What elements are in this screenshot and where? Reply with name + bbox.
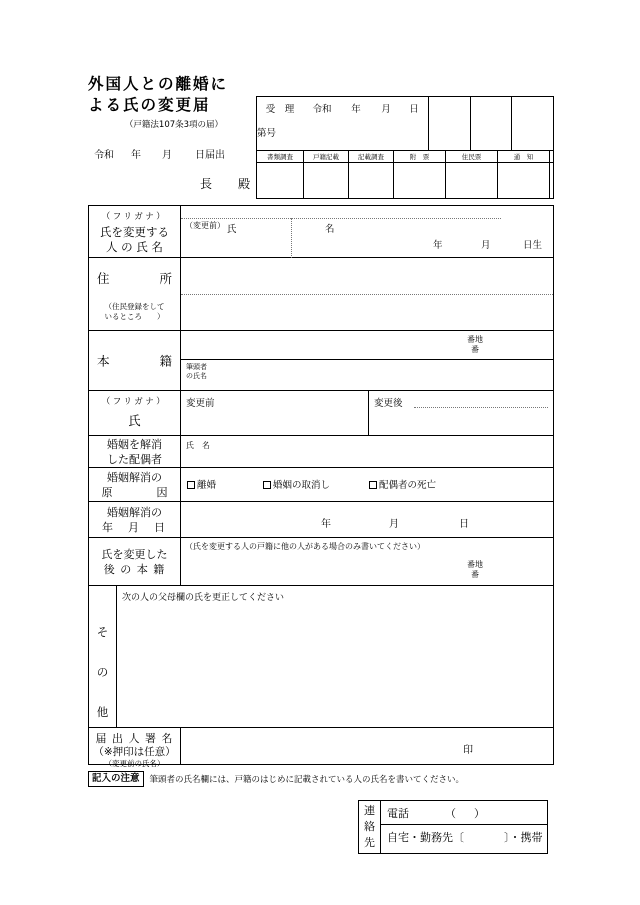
- submit-month-label: 月: [162, 150, 172, 161]
- receipt-accept-cell[interactable]: [257, 97, 429, 150]
- label-surname: [89, 391, 181, 435]
- name-before-label: （変更前）: [185, 221, 225, 230]
- surname-before-cell[interactable]: [181, 391, 369, 435]
- row-surname: [89, 391, 553, 436]
- contact-phone-paren-open: （: [445, 807, 456, 820]
- receipt-blank-cell-2[interactable]: [471, 97, 513, 150]
- receipt-accept-year: 年: [351, 104, 361, 115]
- birth-day-label: 日生: [523, 240, 543, 251]
- field-new-honseki[interactable]: [181, 538, 553, 585]
- label-signature-line3: （変更前の氏名）: [104, 759, 165, 768]
- form-subtitle: （戸籍法107条3項の届）: [124, 120, 224, 130]
- reason-option-annulment-label: 婚姻の取消し: [273, 480, 331, 491]
- surname-after-label: 変更後: [374, 398, 403, 409]
- row-new-honseki: [89, 538, 553, 586]
- label-spouse-line2: した配偶者: [107, 452, 162, 466]
- submit-era-label: 令和: [94, 150, 114, 161]
- contact-phone-label: 電話: [387, 807, 409, 820]
- submission-date-line: [94, 146, 225, 161]
- honseki-head-line2: の氏名: [186, 372, 207, 380]
- reason-option-divorce-label: 離婚: [197, 480, 217, 491]
- field-name[interactable]: [181, 206, 553, 257]
- field-address[interactable]: [181, 258, 553, 330]
- honseki-head-group: [186, 363, 207, 381]
- label-new-honseki-line2: 後 の 本 籍: [103, 562, 166, 576]
- label-address: [89, 258, 181, 330]
- label-other-char-2: の: [96, 665, 109, 679]
- receipt-number-row: [257, 125, 428, 139]
- name-furigana-divider: [181, 218, 501, 219]
- label-address-note-line1: （住民登録をして: [104, 302, 165, 311]
- label-reason-line1: 婚姻解消の: [107, 470, 162, 484]
- receipt-cell-juminhyo[interactable]: [446, 163, 498, 198]
- label-name: [89, 206, 181, 257]
- label-name-line2: 人 の 氏 名: [106, 240, 163, 254]
- other-note: 次の人の父母欄の氏を更正してください: [122, 593, 285, 603]
- receipt-accept-day: 日: [409, 104, 419, 115]
- reason-option-annulment[interactable]: [263, 477, 330, 491]
- label-surname-text: 氏: [128, 413, 141, 428]
- label-honseki-text: 本 籍: [96, 353, 172, 368]
- field-signature[interactable]: [181, 728, 553, 764]
- contact-label-char-1: 連: [364, 804, 375, 817]
- new-honseki-note: （氏を変更する人の戸籍に他の人がある場合のみ書いてください）: [185, 542, 425, 551]
- label-signature-line2: （※押印は任意）: [93, 746, 176, 758]
- form-header: [88, 74, 554, 198]
- label-spouse-line1: 婚姻を解消: [107, 437, 162, 451]
- label-reason-line2: 原 因: [101, 485, 168, 499]
- row-honseki: [89, 331, 553, 391]
- new-honseki-ban-label: 番: [471, 570, 479, 579]
- submit-day-label: 日届出: [195, 150, 225, 161]
- contact-label-char-3: 先: [364, 836, 375, 849]
- surname-after-underline: [414, 407, 548, 408]
- label-dissolution-line2: 年 月 日: [102, 520, 167, 534]
- name-sei-label: 氏: [227, 224, 237, 235]
- reason-option-death[interactable]: [369, 477, 436, 491]
- field-honseki[interactable]: [181, 331, 553, 390]
- name-sei-mei-divider: [291, 218, 292, 258]
- checkbox-death-icon[interactable]: [369, 481, 377, 489]
- dissolution-month-label: 月: [389, 519, 399, 530]
- receipt-top-section: [257, 97, 553, 150]
- field-other[interactable]: [117, 586, 553, 727]
- reason-option-divorce[interactable]: [187, 477, 216, 491]
- submit-year-label: 年: [131, 150, 141, 161]
- row-signature: [89, 728, 553, 768]
- row-address: [89, 258, 553, 331]
- label-signature: [89, 728, 181, 768]
- field-spouse[interactable]: [181, 436, 553, 467]
- reason-option-death-label: 配偶者の死亡: [379, 480, 437, 491]
- receipt-header-kisaichosa: 記載調査: [349, 151, 394, 162]
- field-reason[interactable]: [181, 468, 553, 501]
- receipt-cell-kosekikisai[interactable]: [304, 163, 349, 198]
- contact-phone-paren-close: ）: [474, 807, 485, 820]
- honseki-divider: [181, 359, 553, 360]
- receipt-cell-tsuchi[interactable]: [498, 163, 550, 198]
- receipt-header-tsuchi: 通 知: [498, 151, 550, 162]
- receipt-accept-row: [257, 101, 428, 115]
- field-surname[interactable]: [181, 391, 553, 435]
- label-honseki: [89, 331, 181, 390]
- signature-seal-label: 印: [463, 745, 473, 756]
- receipt-header-kosekikisai: 戸籍記載: [304, 151, 349, 162]
- receipt-cell-kisaichosa[interactable]: [349, 163, 394, 198]
- row-name: [89, 206, 553, 258]
- receipt-table: [256, 96, 554, 199]
- instruction-badge: 記入の注意: [88, 771, 144, 787]
- row-other: [89, 586, 553, 728]
- surname-after-cell[interactable]: [369, 391, 553, 435]
- label-new-honseki: [89, 538, 181, 585]
- dissolution-year-label: 年: [321, 519, 331, 530]
- receipt-header-fuhyo: 附 票: [394, 151, 446, 162]
- label-other: [89, 586, 117, 727]
- row-dissolution-date: [89, 502, 553, 538]
- label-other-chars: [89, 612, 116, 732]
- receipt-blank-cell-1[interactable]: [429, 97, 471, 150]
- receipt-accept-label: 受 理: [265, 104, 295, 115]
- label-signature-line1: 届 出 人 署 名: [95, 732, 174, 745]
- contact-label-char-2: 絡: [364, 820, 375, 833]
- contact-phone-row[interactable]: [381, 801, 547, 825]
- receipt-column-headers: [257, 150, 553, 163]
- checkbox-annulment-icon[interactable]: [263, 481, 271, 489]
- label-other-char-3: 他: [96, 705, 109, 719]
- honseki-banchi-group: [467, 335, 483, 355]
- title-block: [88, 74, 260, 131]
- receipt-blank-cells: [429, 97, 553, 150]
- field-dissolution-date[interactable]: [181, 502, 553, 537]
- form-title-line2: よる氏の変更届: [88, 96, 211, 114]
- mayor-addressee: 長 殿: [200, 177, 258, 191]
- form-title-line1: 外国人との離婚に: [88, 75, 229, 93]
- contact-label-vertical: [359, 801, 381, 853]
- contact-body: [381, 801, 547, 853]
- address-inner-divider: [181, 294, 553, 295]
- contact-place-label: 自宅・勤務先〔: [387, 831, 464, 844]
- surname-before-label: 変更前: [186, 398, 215, 409]
- honseki-ban-label: 番: [471, 345, 479, 354]
- receipt-cell-fuhyo[interactable]: [394, 163, 446, 198]
- label-new-honseki-line1: 氏を変更した: [101, 547, 168, 561]
- label-dissolution-line1: 婚姻解消の: [107, 505, 162, 519]
- label-other-char-1: そ: [96, 625, 109, 639]
- row-spouse: [89, 436, 553, 468]
- receipt-cell-shoruichosa[interactable]: [257, 163, 304, 198]
- honseki-head-line1: 筆頭者: [186, 363, 207, 371]
- contact-box: [358, 800, 548, 854]
- receipt-header-shoruichosa: 書類調査: [257, 151, 304, 162]
- checkbox-divorce-icon[interactable]: [187, 481, 195, 489]
- contact-place-close: 〕・携帯: [504, 831, 543, 844]
- label-dissolution-date: [89, 502, 181, 537]
- label-address-text: 住 所: [96, 271, 172, 286]
- receipt-number-suffix: 号: [266, 128, 277, 139]
- label-surname-furigana: （フリガナ）: [101, 397, 168, 407]
- instruction-text: 筆頭者の氏名欄には、戸籍のはじめに記載されている人の氏名を書いてください。: [149, 775, 465, 785]
- receipt-body-cells: [257, 163, 553, 198]
- new-honseki-banchi-label: 番地: [467, 560, 483, 569]
- spouse-name-label: 氏 名: [186, 441, 210, 450]
- receipt-number-prefix: 第: [257, 128, 267, 139]
- new-honseki-banchi-group: [467, 560, 483, 580]
- birth-year-label: 年: [433, 240, 443, 251]
- receipt-accept-month: 月: [381, 104, 391, 115]
- label-reason: [89, 468, 181, 501]
- label-address-note-line2: いるところ ）: [104, 311, 165, 321]
- row-reason: [89, 468, 553, 502]
- dissolution-day-label: 日: [459, 519, 469, 530]
- receipt-blank-cell-3[interactable]: [512, 97, 553, 150]
- birth-month-label: 月: [481, 240, 491, 251]
- label-spouse: [89, 436, 181, 467]
- label-name-line1: 氏を変更する: [100, 225, 169, 239]
- receipt-accept-era: 令和: [312, 104, 332, 115]
- label-name-furigana: （フリガナ）: [101, 212, 168, 222]
- main-form-table: [88, 205, 554, 768]
- instruction-note-row: [88, 771, 558, 787]
- name-mei-label: 名: [325, 224, 335, 235]
- honseki-banchi-label: 番地: [467, 335, 483, 344]
- receipt-header-juminhyo: 住民票: [446, 151, 498, 162]
- contact-place-row[interactable]: [381, 825, 547, 853]
